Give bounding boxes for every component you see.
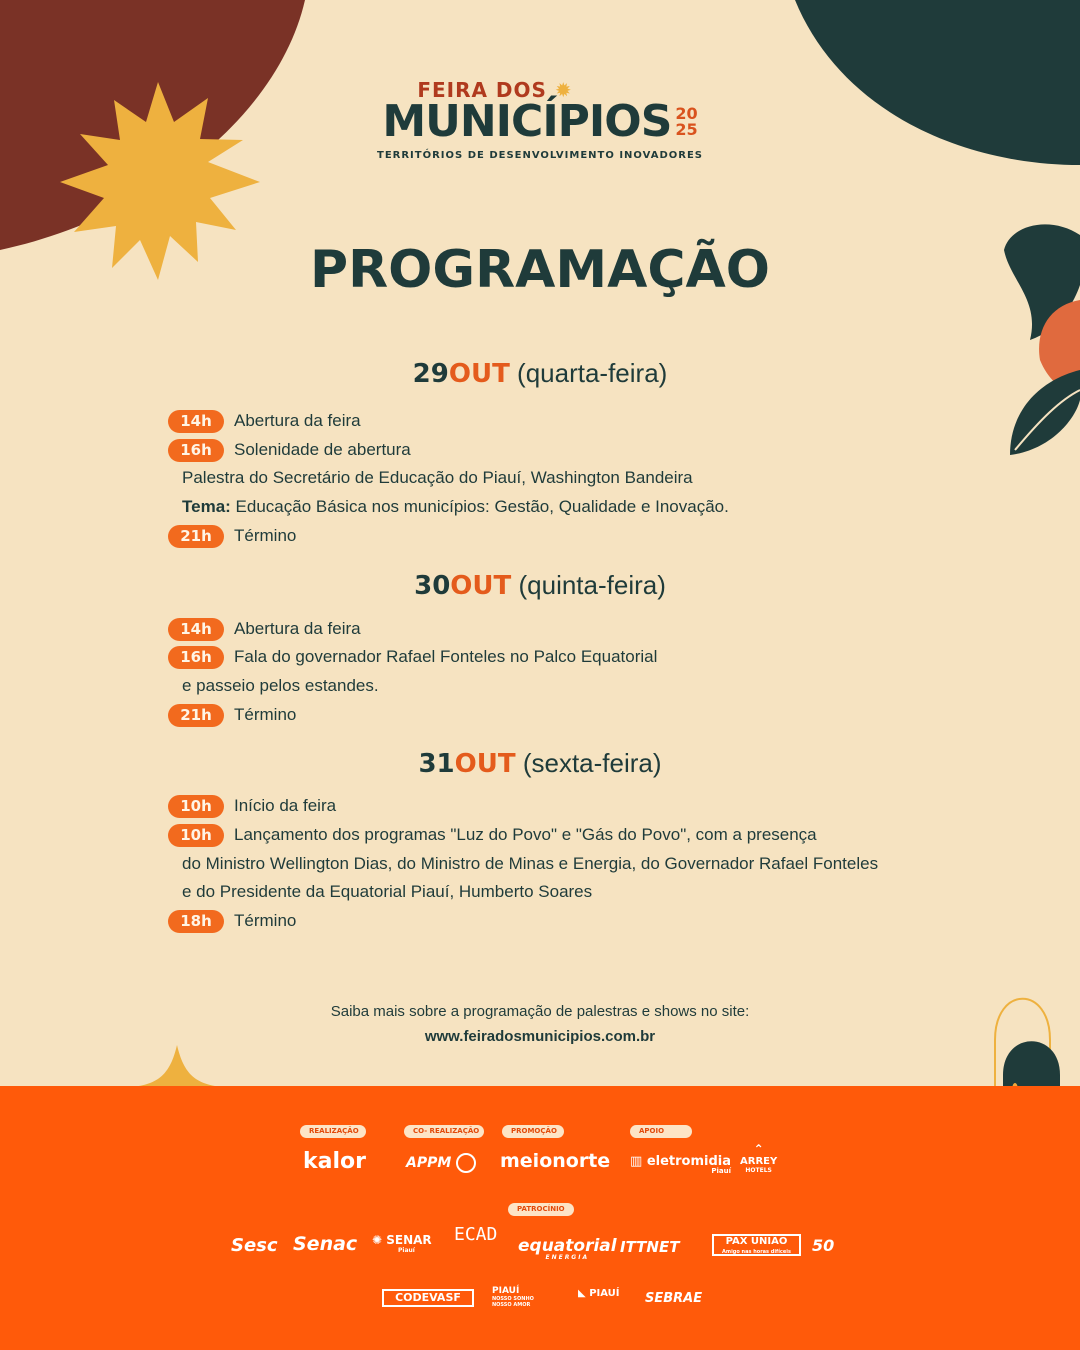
codevasf-logo: CODEVASF <box>382 1289 474 1307</box>
eletromidia-logo: ▥ eletromidia Piauí <box>630 1154 732 1175</box>
piaui-map-icon: ◣ <box>578 1288 586 1299</box>
time-badge: 10h <box>168 824 224 847</box>
time-badge: 21h <box>168 704 224 727</box>
logo-year: 20 25 <box>675 104 698 139</box>
time-badge: 10h <box>168 795 224 818</box>
tag-patrocinio: PATROCÍNIO <box>508 1203 574 1216</box>
piaui-state-logo: ◣ PIAUÍ <box>578 1288 620 1299</box>
sesc-logo: Sesc <box>231 1235 278 1256</box>
schedule-item: 14h Abertura da feira <box>168 616 361 642</box>
schedule-item: 10h Lançamento dos programas "Luz do Povo" e "Gás do Povo", com a presença <box>168 822 817 848</box>
equatorial-logo: equatorial ENERGIA <box>518 1236 617 1261</box>
logo-subtitle: TERRITÓRIOS DE DESENVOLVIMENTO INOVADORES <box>377 150 703 161</box>
sun-icon: ✹ <box>554 78 573 102</box>
schedule-item-continuation: e passeio pelos estandes. <box>182 676 379 695</box>
arrey-icon: ⌃ <box>753 1142 764 1156</box>
footer-note: Saiba mais sobre a programação de palestras e shows no site: <box>330 1003 750 1020</box>
logo-main-text: MUNICÍPIOS <box>382 96 672 147</box>
schedule-item-continuation: do Ministro Wellington Dias, do Ministro de Minas e Energia, do Governador Rafael Fonteles <box>182 854 879 873</box>
logo-top-text: FEIRA DOS <box>417 78 547 102</box>
schedule-item-continuation: e do Presidente da Equatorial Piauí, Humberto Soares <box>182 882 593 901</box>
schedule-item: 21h Término <box>168 523 296 549</box>
ittnet-logo: ITTNET <box>620 1238 680 1256</box>
eletromidia-icon: ▥ <box>630 1154 643 1169</box>
sebrae-logo: SEBRAE <box>645 1291 703 1306</box>
schedule-item: 10h Início da feira <box>168 793 336 819</box>
appm-logo: APPM <box>406 1153 476 1173</box>
time-badge: 16h <box>168 646 224 669</box>
day-heading-31: 31OUT (sexta-feira) <box>418 748 662 779</box>
schedule-item: 18h Término <box>168 908 296 934</box>
schedule-item: 14h Abertura da feira <box>168 408 361 434</box>
arrey-hotels-logo: ⌃ ARREY HOTELS <box>740 1142 778 1174</box>
fifty-years-logo: 50 <box>812 1236 835 1255</box>
schedule-item: 16h Fala do governador Rafael Fonteles no Palco Equatorial <box>168 644 657 670</box>
senac-logo: Senac <box>293 1233 358 1255</box>
senar-logo: ✺ SENAR Piauí <box>372 1233 432 1254</box>
appm-seal-icon <box>456 1153 476 1173</box>
meionorte-logo: meionorte <box>500 1150 611 1172</box>
piaui-logo: PIAUÍ NOSSO SONHO NOSSO AMOR <box>492 1286 534 1308</box>
schedule-item: 21h Término <box>168 702 296 728</box>
time-badge: 14h <box>168 410 224 433</box>
tag-realizacao: REALIZAÇÃO <box>300 1125 366 1138</box>
website-link[interactable]: www.feiradosmunicipios.com.br <box>424 1028 656 1045</box>
day-heading-29: 29OUT (quarta-feira) <box>412 358 668 389</box>
time-badge: 18h <box>168 910 224 933</box>
event-logo <box>0 78 1080 161</box>
page-title: PROGRAMAÇÃO <box>310 240 770 300</box>
schedule-item-continuation: Palestra do Secretário de Educação do Piauí, Washington Bandeira <box>182 468 693 487</box>
tag-apoio: APOIO <box>630 1125 692 1138</box>
kalor-logo: kalor <box>303 1149 366 1174</box>
time-badge: 16h <box>168 439 224 462</box>
time-badge: 21h <box>168 525 224 548</box>
pax-uniao-logo: PAX UNIÃO Amigo nas horas difíceis <box>712 1234 801 1256</box>
schedule-item-theme: Tema: Educação Básica nos municípios: Gestão, Qualidade e Inovação. <box>182 497 729 516</box>
schedule-item: 16h Solenidade de abertura <box>168 437 411 463</box>
tag-co-realizacao: CO- REALIZAÇÃO <box>404 1125 484 1138</box>
ecad-logo: ECAD <box>454 1224 498 1245</box>
day-heading-30: 30OUT (quinta-feira) <box>414 570 666 601</box>
time-badge: 14h <box>168 618 224 641</box>
senar-icon: ✺ <box>372 1233 383 1247</box>
tag-promocao: PROMOÇÃO <box>502 1125 564 1138</box>
